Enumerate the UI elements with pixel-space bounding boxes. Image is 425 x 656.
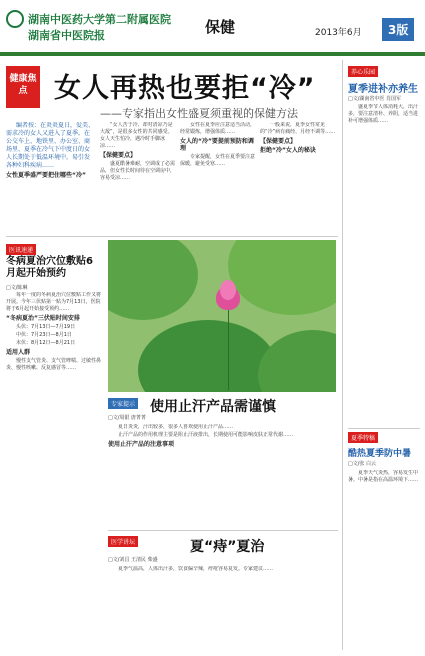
feature-lead: 编者按：在炎炎夏日，爱美、需求冷的女人又进入了夏季。在公交车上、地铁里、办公室、商场里、夏季在冷气下中度日的女人长期处于低温环境中，易引发各种妇科疾病……: [6, 122, 94, 169]
sores-title: 夏“痔”夏治: [190, 539, 265, 555]
notes-paragraph: 慢性支气管炎、支气管哮喘、过敏性鼻炎、慢性咳嗽、反复感冒等……: [6, 358, 102, 371]
sidebar-body-1: [348, 104, 420, 424]
schedule-item: 中伏：7月23日—8月1日: [16, 332, 72, 338]
lotus-p1: 夏日炎炎，汗出较多，很多人喜欢使用止汗产品……: [118, 424, 234, 430]
feature-col4-p1: 一般来说，夏季女性常见的“冷”病有痛经、月经不调等……: [260, 122, 336, 135]
page-number: 3版: [382, 18, 414, 41]
sidebar-divider: [342, 60, 343, 650]
feature-col4-label: 【保健要点】: [260, 138, 297, 145]
feature-headline: 女人再热也要拒“冷”: [54, 73, 316, 104]
lotus-tag: 专家提示: [108, 398, 138, 409]
feature-tag: 健康焦点: [6, 66, 40, 108]
section-title: 保健: [205, 18, 236, 36]
left-news-tag: 医讯速递: [6, 244, 36, 255]
feature-col3-p2: 专家提醒，女性在夏季要注意保暖，避免受寒……: [180, 154, 256, 167]
sidebar-p2: 夏季天气炎热，容易发生中暑。中暑是指在高温环境下……: [348, 470, 419, 483]
lotus-photo: [108, 240, 336, 392]
feature-rule: [6, 236, 338, 237]
masthead-rule: [0, 52, 425, 56]
sidebar-rule: [348, 428, 420, 429]
lotus-label: 使用止汗产品的注意事项: [108, 441, 175, 448]
sidebar-byline-2: □文/张 白云: [348, 461, 376, 467]
paper-name-line1: 湖南中医药大学第二附属医院: [28, 13, 171, 26]
issue-date: 2013年6月: [315, 28, 362, 38]
sidebar-p1: 盛夏季节人体消耗大，出汗多，要注意清补、养阴，适当进补可增强体质……: [348, 104, 419, 124]
lotus-body: [108, 424, 336, 524]
sores-byline: □文/刘昌 王清民 柴盛: [108, 557, 158, 563]
sores-tag: 医学讲坛: [108, 536, 138, 547]
sidebar-tag-2: 夏季特稿: [348, 432, 378, 443]
hospital-logo-icon: [6, 10, 24, 28]
schedule-item: 末伏：8月12日—8月21日: [16, 340, 76, 346]
notes-label: 适用人群: [6, 349, 31, 356]
sores-paragraph: 夏季气温高，人体出汗多，饮食偏辛辣，痔疮容易复发。专家建议……: [118, 566, 274, 572]
sidebar-byline-1: □文/湖南省中医 肖国军: [348, 96, 401, 102]
sidebar-title-1: 夏季进补亦养生: [348, 84, 418, 95]
sidebar-title-2: 酷热夏季防中暑: [348, 449, 412, 459]
schedule-item: 头伏：7月13日—7月19日: [16, 324, 76, 330]
feature-col4-label2: 拒绝“冷”女人的秘诀: [260, 147, 316, 154]
lotus-byline: □文/周银 唐菁菁: [108, 415, 146, 421]
paper-name-line2: 湖南省中医院报: [28, 29, 105, 42]
feature-col2-p2: 盛夏酷暑难耐，空调成了必需品，但女性长时间待在空调房中，容易受凉……: [100, 161, 176, 181]
lotus-p2: 止汗产品的作用机理主要是阻止汗液排出，长期使用可能影响皮肤正常代谢……: [118, 432, 294, 438]
mid-rule: [108, 530, 338, 531]
sidebar-tag-1: 养心乐园: [348, 66, 378, 77]
feature-column-2: [100, 122, 176, 234]
feature-column-3: [180, 122, 256, 234]
left-news-paragraph: 每年一度的冬病夏治穴位敷贴工作又将开展。今年三伏贴第一贴为7月13日，医院将于6月起开始接受预约……: [6, 292, 102, 312]
left-news-headline: 冬病夏治穴位敷贴6月起开始预约: [6, 256, 93, 279]
masthead: [0, 0, 425, 58]
schedule-label: “冬病夏治”三伏贴时间安排: [6, 315, 80, 322]
left-news-body: [6, 292, 102, 632]
feature-col2-label: 【保健要点】: [100, 152, 137, 159]
feature-lead-column: [6, 122, 94, 232]
lotus-article-title: 使用止汗产品需谨慎: [150, 399, 276, 415]
sores-body: [108, 566, 336, 646]
feature-column-4: [260, 122, 336, 234]
feature-col3-label: 女人的“冷”要提前预防和调理: [180, 138, 254, 152]
feature-subhead: ——专家指出女性盛夏须重视的保健方法: [100, 107, 298, 120]
feature-col3-p1: 女性在夏季应注意适当活动，经常锻炼，增强体质……: [180, 122, 256, 135]
sidebar-body-2: [348, 470, 420, 646]
left-news-byline: □文/陈琳: [6, 285, 28, 291]
feature-left-caption: 女性夏季盛严要把住哪些“冷”: [6, 172, 86, 179]
feature-col2-p1: “女人苦于冷、却对清凉乃是大敌”，是很多女性的共同感受。女人天生怕冷，遇冷时手脚冰凉……: [100, 122, 173, 149]
